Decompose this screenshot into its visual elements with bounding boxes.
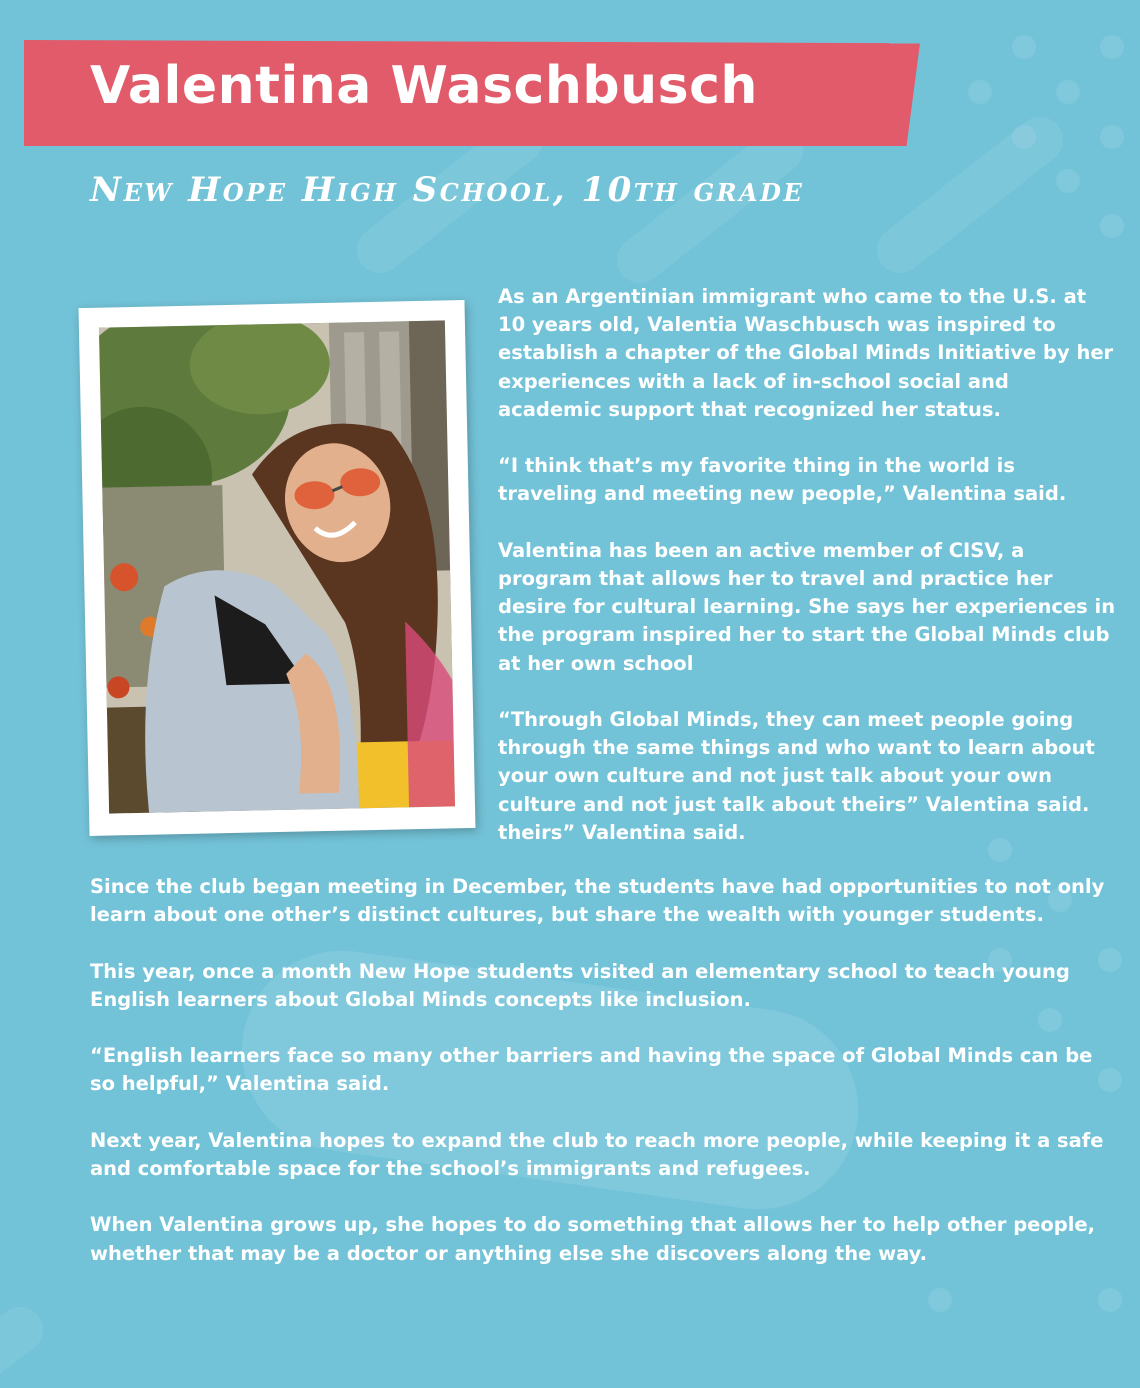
paragraph: “Through Global Minds, they can meet people going through the same things and who want to learn about your own culture and not just talk about your own culture and not just talk about theirs” Valentina said. theirs” Valentina said. — [498, 708, 1095, 844]
paragraph: As an Argentinian immigrant who came to the U.S. at 10 years old, Valentia Waschbusch was inspired to establish a chapter of the Global Minds Initiative by her experiences with a lack of in-school social and academic support that recognized her status. — [498, 285, 1114, 421]
paragraph: Since the club began meeting in December, the students have had opportunities to not only learn about one other’s distinct cultures, but share the wealth with younger students. — [90, 875, 1105, 927]
paragraph: Valentina has been an active member of CISV, a program that allows her to travel and practice her desire for cultural learning. She says her experiences in the program inspired her to start the Global Minds club at her own school — [498, 538, 1116, 675]
paragraph: This year, once a month New Hope students visited an elementary school to teach young English learners about Global Minds concepts like inclusion. — [90, 959, 1070, 1011]
school-subtitle: New Hope High School, 10th grade — [90, 170, 805, 210]
paragraph: When Valentina grows up, she hopes to do something that allows her to help other people, whether that may be a doctor or anything else she discovers along the way. — [90, 1213, 1096, 1265]
portrait-photo — [99, 320, 455, 813]
paragraph: Next year, Valentina hopes to expand the club to reach more people, while keeping it a safe and comfortable space for the school’s immigrants and refugees. — [90, 1128, 1104, 1180]
page-title: Valentina Waschbusch — [90, 56, 758, 116]
paragraph: “English learners face so many other barriers and having the space of Global Minds can be so helpful,” Valentina said. — [90, 1044, 1093, 1096]
paragraph: “I think that’s my favorite thing in the world is traveling and meeting new people,” Valentina said. — [498, 454, 1067, 506]
right-column-text — [498, 283, 1118, 875]
full-width-text — [90, 873, 1110, 1296]
photo-frame — [79, 300, 476, 836]
